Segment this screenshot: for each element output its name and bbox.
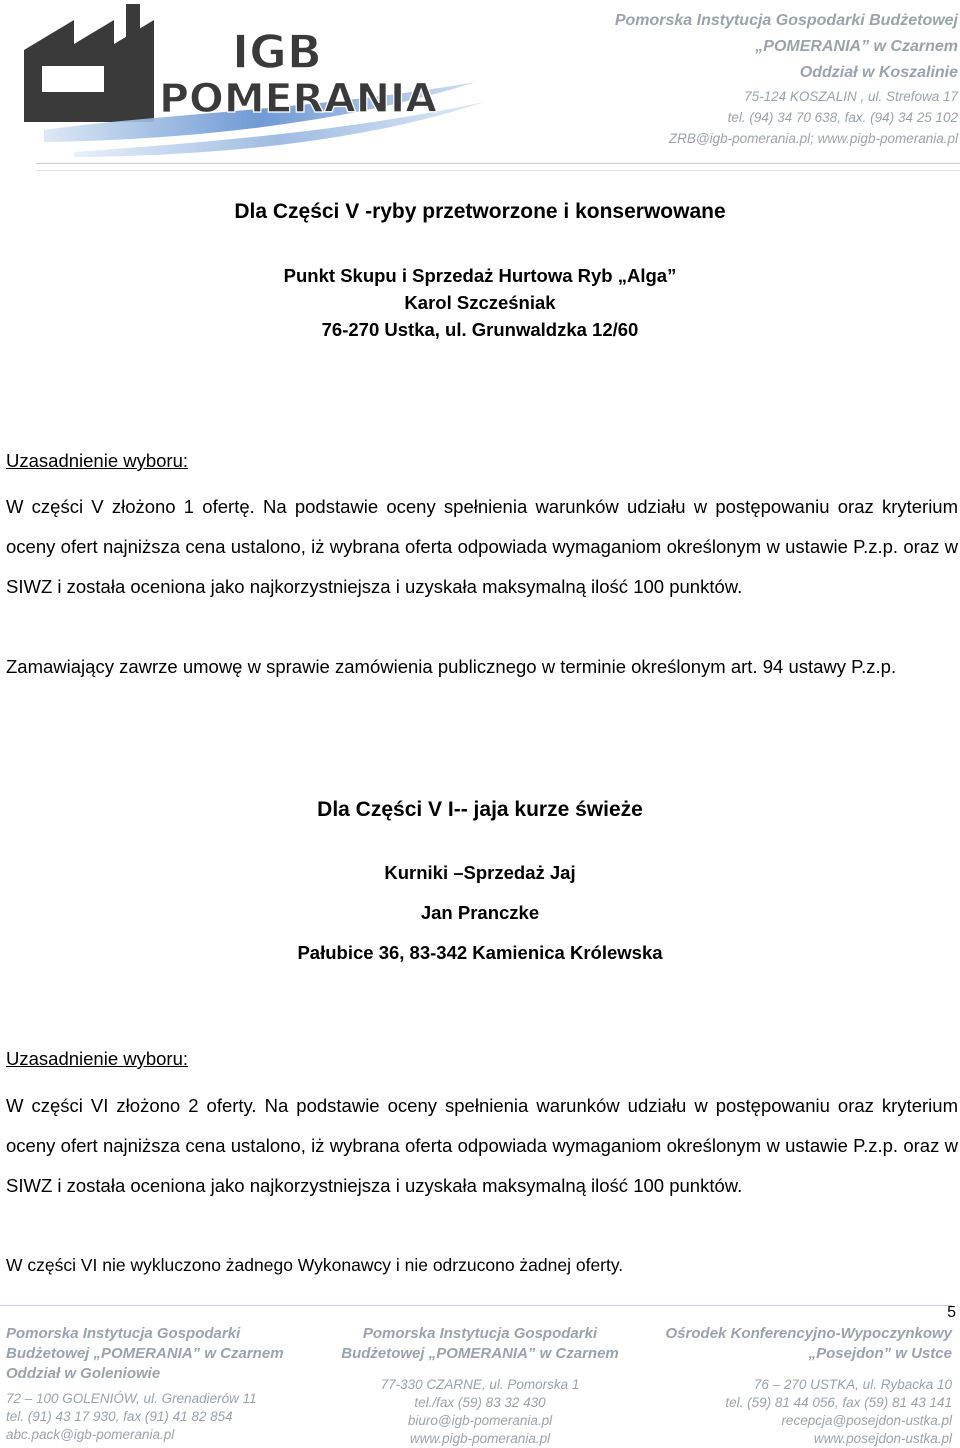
page-number: 5 [947, 1304, 956, 1321]
footer-line: „Posejdon” w Ustce [808, 1345, 952, 1362]
factory-icon [24, 4, 154, 122]
footer-line: www.pigb-pomerania.pl [409, 1431, 551, 1446]
footer-line: Ośrodek Konferencyjno-Wypoczynkowy [665, 1325, 952, 1342]
footer-line: www.posejdon-ustka.pl [813, 1431, 952, 1446]
address-line: Kurniki –Sprzedaż Jaj [384, 862, 576, 883]
contract-paragraph: Zamawiający zawrze umowę w sprawie zamówienia publicznego w terminie określonym art. 94 ustawy P.z.p. [6, 656, 897, 677]
footer-divider [0, 1305, 952, 1306]
address-line: Punkt Skupu i Sprzedaż Hurtowa Ryb „Alga” [283, 265, 677, 286]
justification-heading: Uzasadnienie wyboru: [6, 1048, 189, 1069]
header-email-www: ZRB@igb-pomerania.pl; www.pigb-pomerania.pl [668, 131, 958, 146]
footer-column-goleniow [6, 1324, 306, 1444]
footer-column-ustka [652, 1324, 952, 1448]
justification-heading: Uzasadnienie wyboru: [6, 450, 189, 471]
address-line: Jan Pranczke [420, 902, 540, 923]
header-divider [36, 163, 960, 164]
footer-line: Budżetowej „POMERANIA” w Czarnem [6, 1345, 284, 1362]
header-line: Pomorska Instytucja Gospodarki Budżetowej [614, 12, 958, 29]
header-contact [478, 8, 958, 149]
exclusion-note: W części VI nie wykluczono żadnego Wykonawcy i nie odrzucono żadnej oferty. [6, 1255, 624, 1275]
footer-line: 76 – 270 USTKA, ul. Rybacka 10 [753, 1377, 952, 1392]
footer-column-czarne [330, 1324, 630, 1448]
header-phone: tel. (94) 34 70 638, fax. (94) 34 25 102 [727, 110, 958, 125]
winner-address [0, 853, 960, 973]
logo-text-pomerania: POMERANIA [159, 76, 438, 122]
justification-paragraph: W części V złożono 1 ofertę. Na podstawie oceny spełnienia warunków udziału w postępowaniu oraz kryterium oceny ofert najniższa cena ustalono, iż wybrana oferta odpowiada wymaganiom określonym w ustawie P.z.p. oraz w SIWZ i została oceniona jako najkorzystniejsza i uzyskała maksymalną ilość 100 punktów. [6, 496, 958, 597]
igb-pomerania-logo [14, 2, 484, 157]
header-line: Oddział w Koszalinie [799, 64, 958, 81]
section-title: Dla Części V I-- jaja kurze świeże [317, 798, 643, 821]
address-line: Karol Szcześniak [404, 292, 556, 313]
logo-text-igb: IGB [232, 25, 322, 79]
footer-line: 72 – 100 GOLENIÓW, ul. Grenadierów 11 [6, 1391, 257, 1406]
justification-paragraph: W części VI złożono 2 oferty. Na podstawie oceny spełnienia warunków udziału w postępowaniu oraz kryterium oceny ofert najniższa cena ustalono, iż wybrana oferta odpowiada wymaganiom określonym w ustawie P.z.p. oraz w SIWZ i została oceniona jako najkorzystniejsza i uzyskała maksymalną ilość 100 punktów. [6, 1095, 958, 1196]
footer-line: 77-330 CZARNE, ul. Pomorska 1 [380, 1377, 580, 1392]
section-title: Dla Części V -ryby przetworzone i konserwowane [234, 200, 726, 223]
footer-line: Oddział w Goleniowie [6, 1365, 161, 1382]
address-line: 76-270 Ustka, ul. Grunwaldzka 12/60 [321, 319, 639, 340]
footer-line: abc.pack@igb-pomerania.pl [6, 1427, 175, 1442]
footer-line: Pomorska Instytucja Gospodarki [6, 1325, 241, 1342]
header-line: „POMERANIA” w Czarnem [755, 38, 958, 55]
address-line: Pałubice 36, 83-342 Kamienica Królewska [297, 942, 663, 963]
footer-line: tel. (59) 81 44 056, fax (59) 81 43 141 [725, 1395, 952, 1410]
footer-line: Budżetowej „POMERANIA” w Czarnem [341, 1345, 619, 1362]
footer-line: Pomorska Instytucja Gospodarki [362, 1325, 598, 1342]
winner-address [0, 262, 960, 343]
header-address: 75-124 KOSZALIN , ul. Strefowa 17 [744, 89, 958, 104]
footer-line: biuro@igb-pomerania.pl [407, 1413, 553, 1428]
footer-line: tel. (91) 43 17 930, fax (91) 41 82 854 [6, 1409, 233, 1424]
header-divider [36, 170, 960, 171]
footer-line: tel./fax (59) 83 32 430 [414, 1395, 546, 1410]
footer-line: recepcja@posejdon-ustka.pl [781, 1413, 952, 1428]
